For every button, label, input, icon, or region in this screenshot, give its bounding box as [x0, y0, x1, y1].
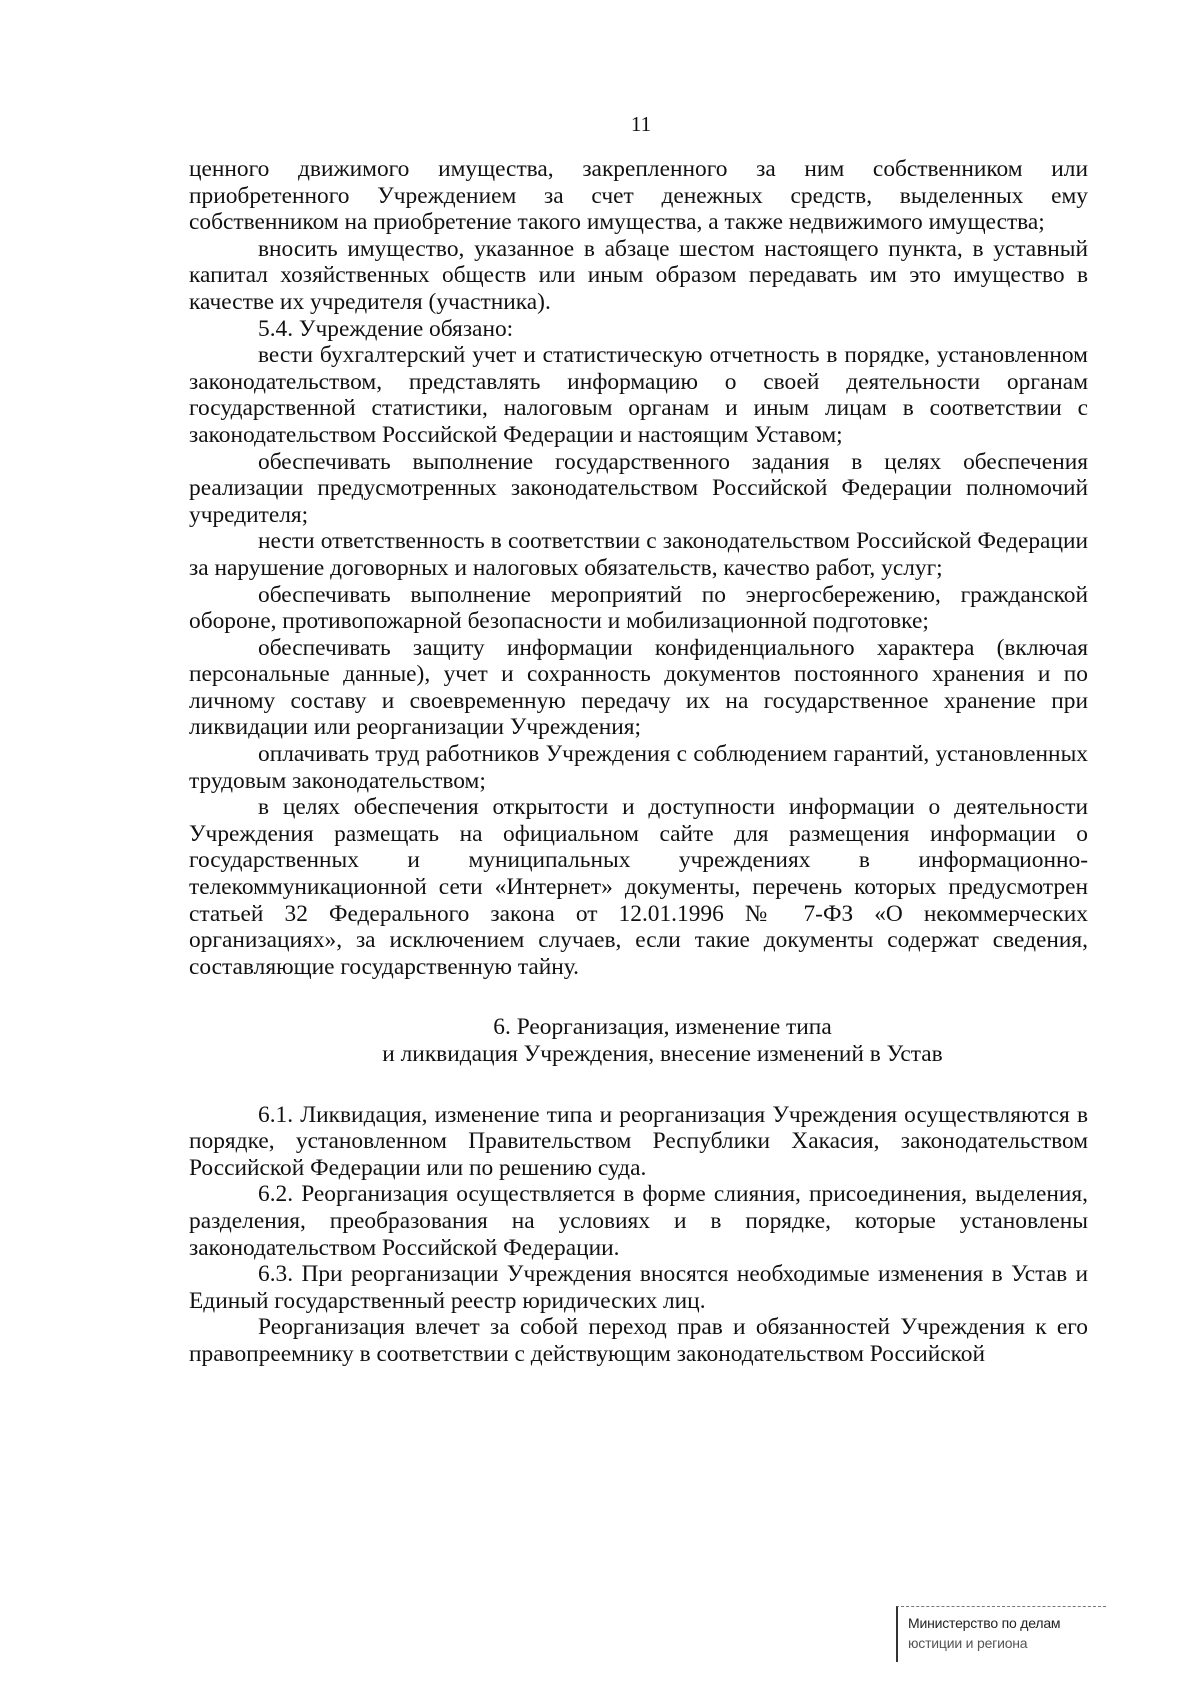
- stamp-line-1: Министерство по делам: [908, 1615, 1061, 1631]
- paragraph: обеспечивать выполнение мероприятий по энергосбережению, гражданской обороне, противопожарной безопасности и мобилизационной подготовке;: [189, 581, 1088, 635]
- paragraph: вести бухгалтерский учет и статистическую отчетность в порядке, установленном законодательством, представлять информацию о своей деятельности органам государственной статистики, налоговым органам и иным лицам в соответствии с законодательством Российской Федерации и настоящим Уставом;: [189, 342, 1088, 448]
- paragraph: вносить имущество, указанное в абзаце шестом настоящего пункта, в уставный капитал хозяйственных обществ или иным образом передавать им это имущество в качестве их учредителя (участника).: [189, 235, 1088, 315]
- clause-5-4-title: 5.4. Учреждение обязано:: [258, 315, 514, 342]
- paragraph: оплачивать труд работников Учреждения с соблюдением гарантий, установленных трудовым законодательством;: [189, 741, 1088, 794]
- section-heading: [189, 1014, 1088, 1067]
- stamp-line-2: юстиции и региона: [908, 1635, 1028, 1651]
- paragraph: Реорганизация влечет за собой переход прав и обязанностей Учреждения к его правопреемнику в соответствии с действующим законодательством Российской: [189, 1314, 1088, 1367]
- section-heading-line-2: и ликвидация Учреждения, внесение изменений в Устав: [382, 1041, 943, 1067]
- section-heading-line-1: 6. Реорганизация, изменение типа: [493, 1014, 832, 1041]
- paragraph: обеспечивать защиту информации конфиденциального характера (включая персональные данные), учет и сохранность документов постоянного хранения и по личному составу и своевременную передачу их на государственное хранение при ликвидации или реорганизации Учреждения;: [189, 634, 1088, 741]
- clause-6-3: 6.3. При реорганизации Учреждения вносятся необходимые изменения в Устав и Единый государственный реестр юридических лиц.: [189, 1261, 1088, 1314]
- paragraph: в целях обеспечения открытости и доступности информации о деятельности Учреждения размещать на официальном сайте для размещения информации о государственных и муниципальных учреждениях в информационно-телекоммуникационной сети «Интернет» документы, перечень которых предусмотрен статьей 32 Федерального закона от 12.01.1996 № 7-ФЗ «О некоммерческих организациях», за исключением случаев, если такие документы содержат сведения, составляющие государственную тайну.: [189, 794, 1088, 980]
- document-body: [189, 156, 1088, 1368]
- paragraph: обеспечивать выполнение государственного задания в целях обеспечения реализации предусмотренных законодательством Российской Федерации полномочий учредителя;: [189, 448, 1088, 528]
- clause-6-1: 6.1. Ликвидация, изменение типа и реорганизация Учреждения осуществляются в порядке, установленном Правительством Республики Хакасия, законодательством Российской Федерации или по решению суда.: [189, 1101, 1088, 1181]
- clause-6-2: 6.2. Реорганизация осуществляется в форме слияния, присоединения, выделения, разделения, преобразования на условиях и в порядке, которые установлены законодательством Российской Федерации.: [189, 1181, 1088, 1261]
- registration-stamp: [896, 1606, 1106, 1662]
- paragraph-continuation: ценного движимого имущества, закрепленного за ним собственником или приобретенного Учреждением за счет денежных средств, выделенных ему собственником на приобретение такого имущества, а также недвижимого имущества;: [189, 156, 1088, 236]
- paragraph: нести ответственность в соответствии с законодательством Российской Федерации за нарушение договорных и налоговых обязательств, качество работ, услуг;: [189, 528, 1088, 581]
- page-number: 11: [630, 112, 652, 136]
